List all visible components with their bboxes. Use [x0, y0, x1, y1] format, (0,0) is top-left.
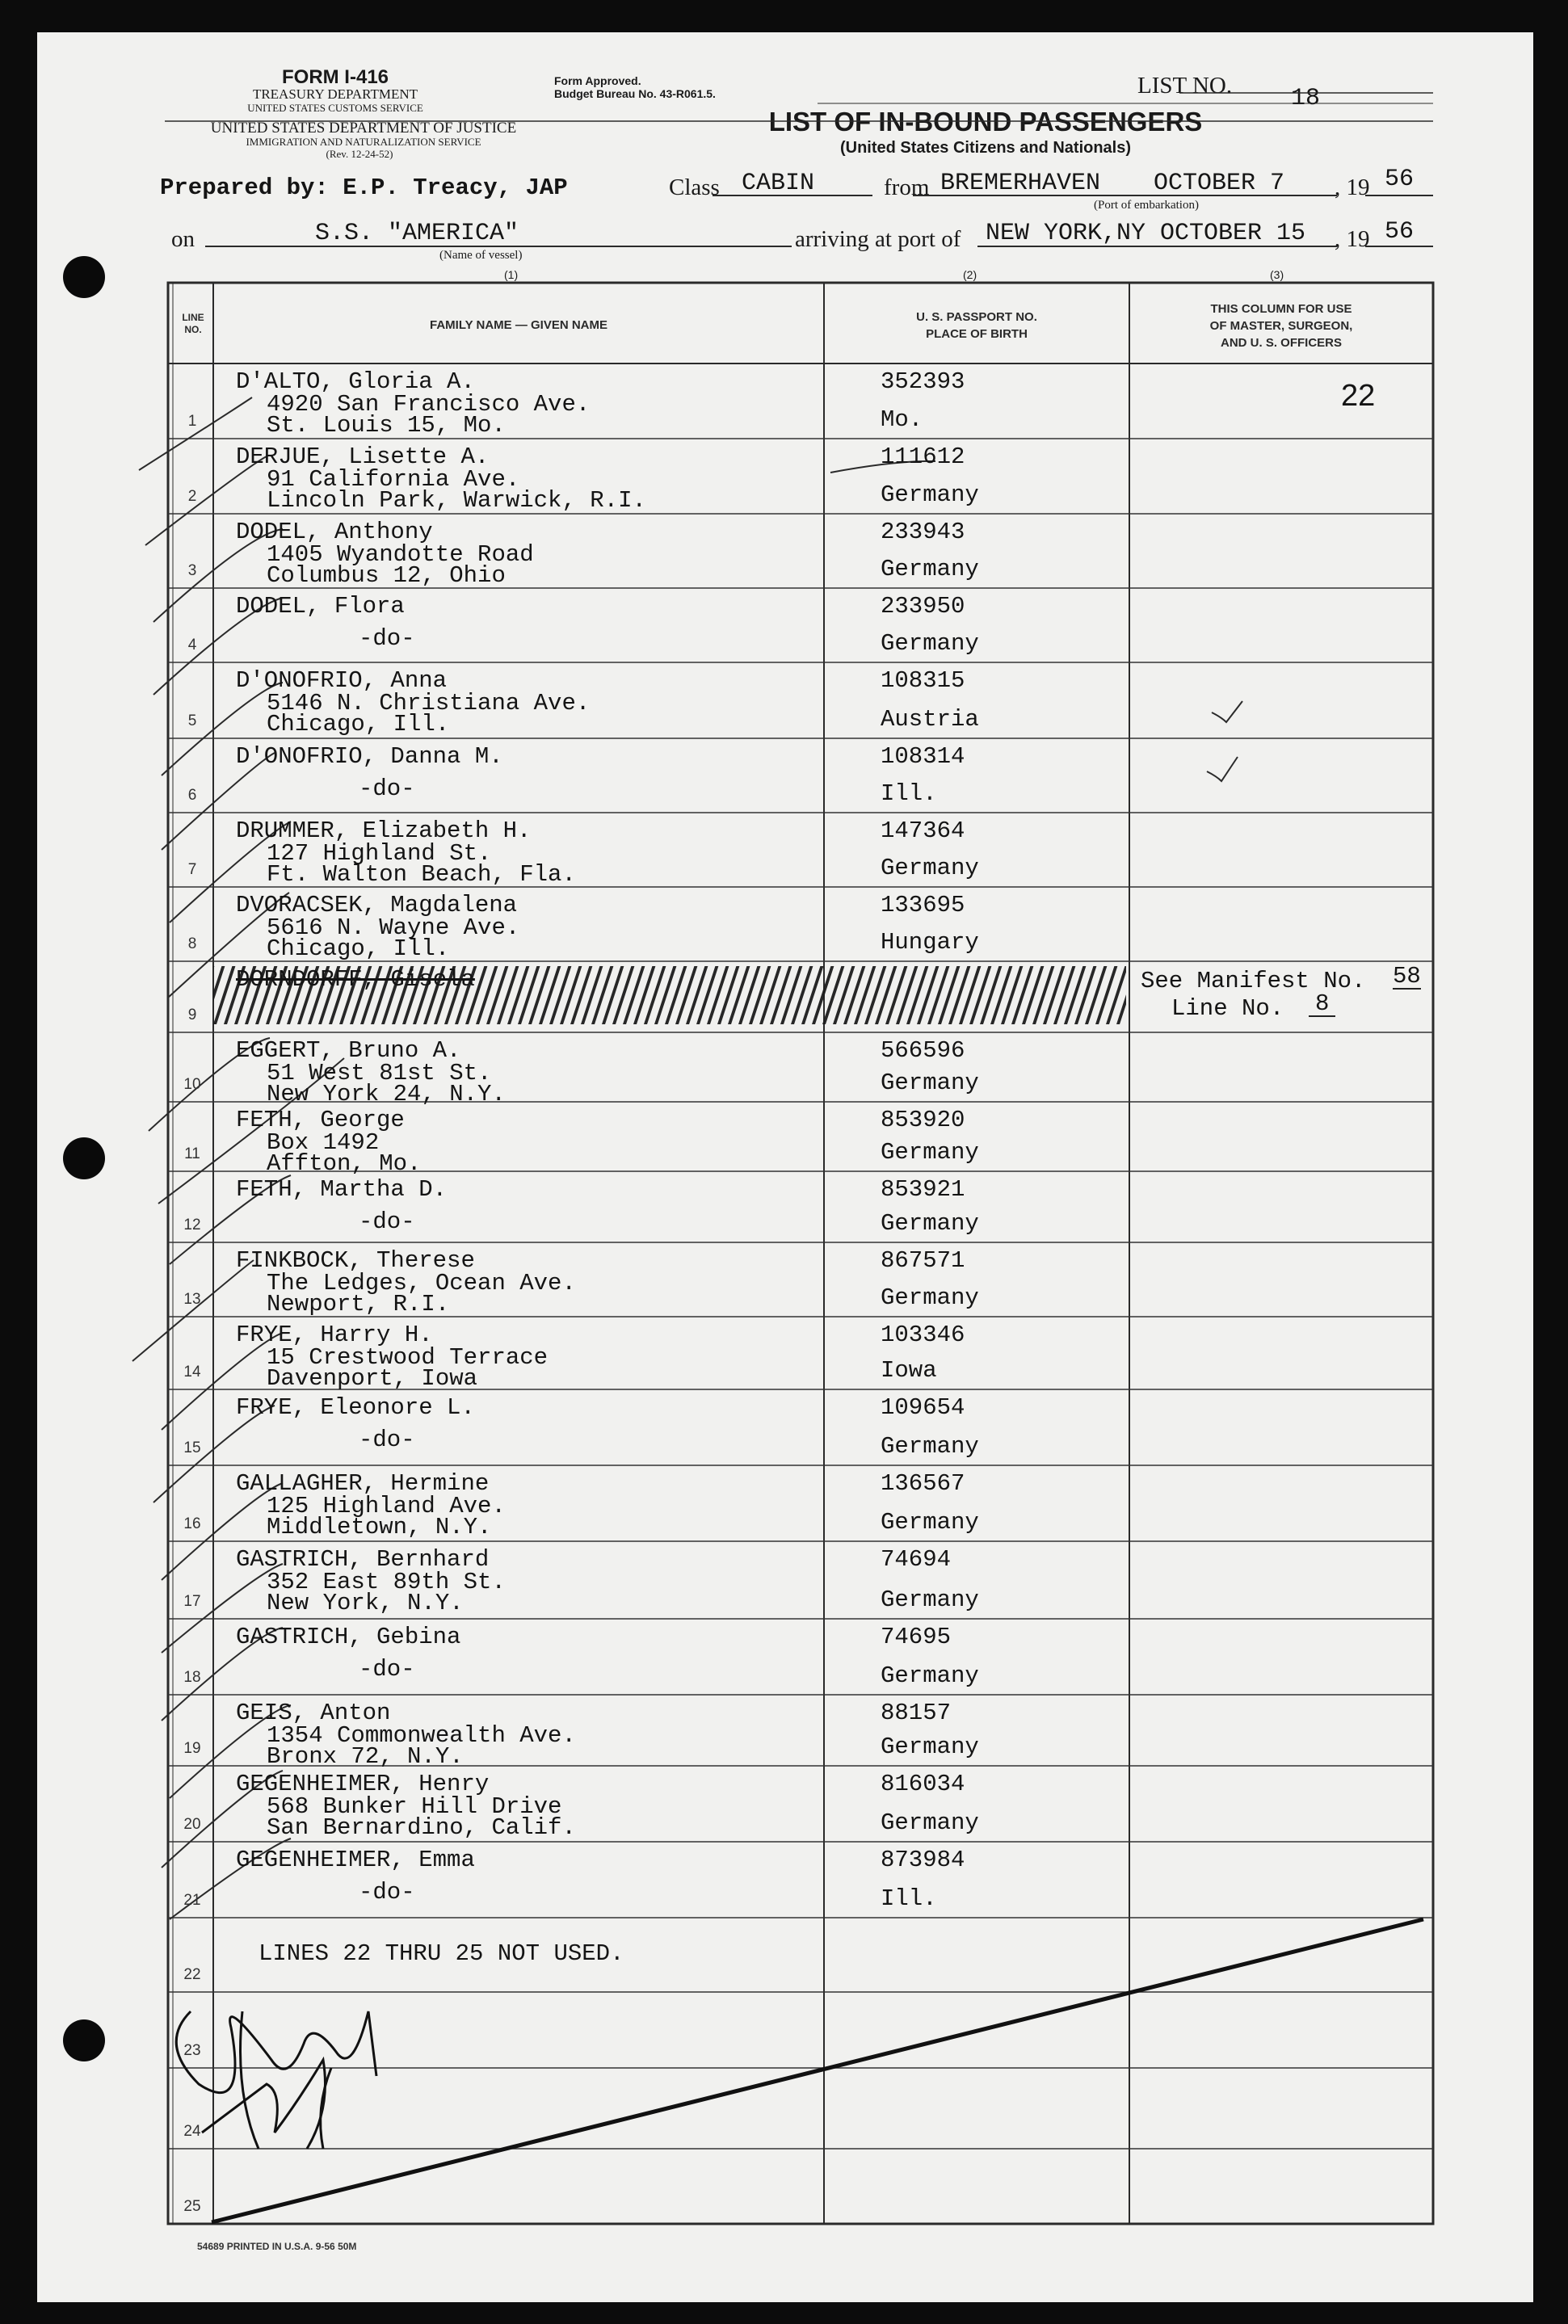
ditto-mark: -do- — [359, 1427, 415, 1453]
passport-number: 88157 — [881, 1700, 952, 1726]
line-number: 17 — [183, 1593, 201, 1610]
line-number: 9 — [187, 1007, 197, 1023]
line-number: 5 — [187, 712, 197, 729]
line-number: 6 — [187, 787, 197, 804]
address-line-2: Lincoln Park, Warwick, R.I. — [267, 487, 646, 514]
line-number: 13 — [183, 1291, 201, 1308]
place-of-birth: Germany — [881, 1070, 979, 1096]
line-number: 22 — [183, 1966, 201, 1983]
place-of-birth: Ill. — [881, 780, 937, 807]
place-of-birth: Germany — [881, 1284, 979, 1311]
vessel-caption: (Name of vessel) — [439, 249, 523, 262]
place-of-birth: Germany — [881, 630, 979, 657]
port-embarkation-caption: (Port of embarkation) — [1094, 199, 1199, 212]
place-of-birth: Germany — [881, 1662, 979, 1689]
line-number: 12 — [183, 1217, 201, 1233]
passport-number: 233943 — [881, 519, 965, 545]
address-line-1: 127 Highland St. — [267, 840, 492, 867]
line-number: 1 — [187, 413, 197, 430]
place-of-birth: Iowa — [881, 1357, 937, 1384]
address-line-2: Ft. Walton Beach, Fla. — [267, 861, 576, 888]
passenger-name: GEGENHEIMER, Emma — [236, 1847, 475, 1873]
departure-year: 56 — [1385, 166, 1415, 193]
passenger-name: EGGERT, Bruno A. — [236, 1037, 461, 1064]
address-line-2: Middletown, N.Y. — [267, 1514, 492, 1540]
passenger-name: FRYE, Harry H. — [236, 1322, 433, 1348]
page-title: LIST OF IN-BOUND PASSENGERS — [768, 107, 1203, 137]
passenger-name: DRUMMER, Elizabeth H. — [236, 817, 532, 844]
list-no-label: LIST NO. — [1137, 73, 1233, 99]
arrival-port-date: NEW YORK,NY OCTOBER 15 — [986, 220, 1306, 247]
officer-note: 22 — [1341, 379, 1376, 413]
column-number-1: (1) — [504, 268, 519, 281]
place-of-birth: Germany — [881, 556, 979, 582]
address-line-2: Bronx 72, N.Y. — [267, 1743, 464, 1770]
passenger-name: D'ONOFRIO, Anna — [236, 667, 448, 694]
arriving-label: arriving at port of — [795, 226, 961, 252]
passenger-name: DERJUE, Lisette A. — [236, 443, 490, 470]
address-line-1: 15 Crestwood Terrace — [267, 1344, 549, 1371]
passenger-name: DVORACSEK, Magdalena — [236, 892, 518, 918]
ditto-mark: -do- — [359, 1879, 415, 1906]
passenger-name: FRYE, Eleonore L. — [236, 1394, 475, 1421]
col-header-officers-1: THIS COLUMN FOR USE — [1210, 302, 1352, 316]
line-number: 7 — [187, 861, 197, 878]
place-of-birth: Hungary — [881, 929, 979, 956]
passenger-name: GASTRICH, Bernhard — [236, 1546, 490, 1573]
col-header-officers-3: AND U. S. OFFICERS — [1220, 336, 1342, 350]
address-line-2: Newport, R.I. — [267, 1291, 450, 1317]
form-revision: (Rev. 12-24-52) — [326, 148, 393, 160]
passport-number: 108314 — [881, 743, 965, 770]
passenger-name: D'ONOFRIO, Danna M. — [236, 743, 503, 770]
address-line-2: New York 24, N.Y. — [267, 1081, 506, 1107]
place-of-birth: Germany — [881, 1433, 979, 1460]
passenger-name: GEIS, Anton — [236, 1700, 391, 1726]
form-approved: Form Approved. — [554, 74, 641, 87]
place-of-birth: Germany — [881, 1509, 979, 1536]
passenger-name: FETH, George — [236, 1107, 405, 1133]
line-ref-number: 8 — [1309, 992, 1335, 1017]
address-line-2: San Bernardino, Calif. — [267, 1814, 576, 1841]
address-line-1: 5146 N. Christiana Ave. — [267, 690, 591, 717]
address-line-1: 125 Highland Ave. — [267, 1493, 506, 1519]
line-number: 21 — [183, 1892, 201, 1909]
passenger-name: DODEL, Flora — [236, 593, 405, 620]
form-dept-customs: UNITED STATES CUSTOMS SERVICE — [247, 102, 423, 114]
form-dept-treasury: TREASURY DEPARTMENT — [252, 86, 418, 102]
form-dept-ins: IMMIGRATION AND NATURALIZATION SERVICE — [246, 136, 481, 148]
col-header-name: FAMILY NAME — GIVEN NAME — [429, 318, 608, 332]
ditto-mark: -do- — [359, 1208, 415, 1235]
line-number: 2 — [187, 488, 197, 505]
class-value: CABIN — [742, 170, 815, 197]
line-number: 4 — [187, 637, 197, 653]
place-of-birth: Ill. — [881, 1885, 937, 1912]
class-label: Class — [669, 174, 720, 200]
col-header-passport: U. S. PASSPORT NO. — [916, 310, 1037, 324]
col-header-officers-2: OF MASTER, SURGEON, — [1209, 319, 1353, 333]
passenger-name: FINKBOCK, Therese — [236, 1247, 475, 1274]
manifest-number: 58 — [1393, 963, 1421, 990]
passenger-name: FETH, Martha D. — [236, 1176, 448, 1203]
passport-number: 136567 — [881, 1470, 965, 1497]
address-line-1: 568 Bunker Hill Drive — [267, 1793, 562, 1820]
address-line-1: 1405 Wyandotte Road — [267, 541, 534, 568]
address-line-1: 4920 San Francisco Ave. — [267, 391, 591, 418]
line-number: 11 — [184, 1145, 200, 1162]
line-number: 20 — [183, 1816, 201, 1833]
form-dept-justice: UNITED STATES DEPARTMENT OF JUSTICE — [210, 120, 517, 137]
col-header-birth: PLACE OF BIRTH — [926, 327, 1028, 341]
ditto-mark: -do- — [359, 1656, 415, 1683]
departure-date: OCTOBER 7 — [1154, 170, 1285, 197]
address-line-1: 1354 Commonwealth Ave. — [267, 1722, 576, 1749]
address-line-1: 51 West 81st St. — [267, 1060, 492, 1086]
passport-number: 816034 — [881, 1771, 965, 1797]
passport-number: 109654 — [881, 1394, 965, 1421]
line-number: 23 — [183, 2042, 201, 2059]
passport-number: 867571 — [881, 1247, 965, 1274]
line-ref-label: Line No. — [1171, 995, 1284, 1022]
column-number-3: (3) — [1270, 268, 1284, 281]
passport-number: 873984 — [881, 1847, 965, 1873]
address-line-1: The Ledges, Ocean Ave. — [267, 1270, 576, 1296]
passport-number: 74695 — [881, 1624, 952, 1650]
passport-number: 853920 — [881, 1107, 965, 1133]
port-of-embarkation: BREMERHAVEN — [940, 170, 1101, 197]
col-header-line-no: LINE NO. — [182, 312, 204, 335]
column-number-2: (2) — [963, 268, 977, 281]
place-of-birth: Austria — [881, 706, 979, 733]
ditto-mark: -do- — [359, 775, 415, 802]
year-prefix-1: , 19 — [1335, 174, 1370, 200]
place-of-birth: Mo. — [881, 406, 923, 433]
prepared-by: Prepared by: E.P. Treacy, JAP — [160, 174, 568, 201]
line-number: 16 — [183, 1515, 201, 1532]
address-line-2: Columbus 12, Ohio — [267, 562, 506, 589]
line-number: 18 — [183, 1669, 201, 1686]
passport-number: 133695 — [881, 892, 965, 918]
form-number: FORM I-416 — [281, 66, 389, 88]
passport-number: 566596 — [881, 1037, 965, 1064]
address-line-1: 352 East 89th St. — [267, 1569, 506, 1595]
passport-number: 103346 — [881, 1322, 965, 1348]
page-subtitle: (United States Citizens and Nationals) — [839, 139, 1132, 157]
passport-number: 74694 — [881, 1546, 952, 1573]
place-of-birth: Germany — [881, 1139, 979, 1166]
see-manifest-label: See Manifest No. — [1141, 968, 1366, 994]
passport-number: 352393 — [881, 368, 965, 395]
ditto-mark: -do- — [359, 625, 415, 652]
place-of-birth: Germany — [881, 1586, 979, 1613]
place-of-birth: Germany — [881, 481, 979, 508]
line-number: 25 — [183, 2198, 201, 2215]
unused-lines-note: LINES 22 THRU 25 NOT USED. — [259, 1940, 624, 1967]
address-line-1: 91 California Ave. — [267, 466, 520, 493]
address-line-2: St. Louis 15, Mo. — [267, 412, 506, 439]
address-line-2: Davenport, Iowa — [267, 1365, 478, 1392]
address-line-1: 5616 N. Wayne Ave. — [267, 914, 520, 941]
passport-number: 147364 — [881, 817, 965, 844]
passport-number: 853921 — [881, 1176, 965, 1203]
passport-number: 108315 — [881, 667, 965, 694]
passenger-name: GEGENHEIMER, Henry — [236, 1771, 490, 1797]
line-number: 3 — [187, 562, 197, 579]
place-of-birth: Germany — [881, 855, 979, 881]
on-label: on — [171, 226, 195, 252]
line-number: 24 — [183, 2123, 201, 2140]
printer-footer: 54689 PRINTED IN U.S.A. 9-56 50M — [197, 2241, 357, 2252]
passport-number: 111612 — [881, 443, 965, 470]
arrival-year: 56 — [1385, 218, 1415, 246]
from-label: from — [884, 174, 930, 200]
vessel-name: S.S. "AMERICA" — [315, 220, 519, 247]
place-of-birth: Germany — [881, 1210, 979, 1237]
address-line-2: Chicago, Ill. — [267, 935, 450, 962]
year-prefix-2: , 19 — [1335, 226, 1370, 252]
passenger-name: GALLAGHER, Hermine — [236, 1470, 490, 1497]
passenger-name: DORNDORFF, Gisela — [236, 966, 475, 993]
place-of-birth: Germany — [881, 1734, 979, 1760]
address-line-2: New York, N.Y. — [267, 1590, 464, 1616]
line-number: 10 — [183, 1076, 201, 1093]
passenger-name: D'ALTO, Gloria A. — [236, 368, 475, 395]
line-number: 19 — [183, 1740, 201, 1757]
list-no-value: 18 — [1291, 85, 1321, 112]
address-line-2: Affton, Mo. — [267, 1150, 422, 1177]
place-of-birth: Germany — [881, 1809, 979, 1836]
passenger-name: GASTRICH, Gebina — [236, 1624, 461, 1650]
form-budget-bureau: Budget Bureau No. 43-R061.5. — [554, 87, 716, 100]
passenger-name: DODEL, Anthony — [236, 519, 433, 545]
address-line-1: Box 1492 — [267, 1129, 380, 1156]
passport-number: 233950 — [881, 593, 965, 620]
address-line-2: Chicago, Ill. — [267, 711, 450, 738]
line-number: 14 — [183, 1364, 201, 1381]
line-number: 8 — [187, 935, 197, 952]
line-number: 15 — [183, 1439, 201, 1456]
